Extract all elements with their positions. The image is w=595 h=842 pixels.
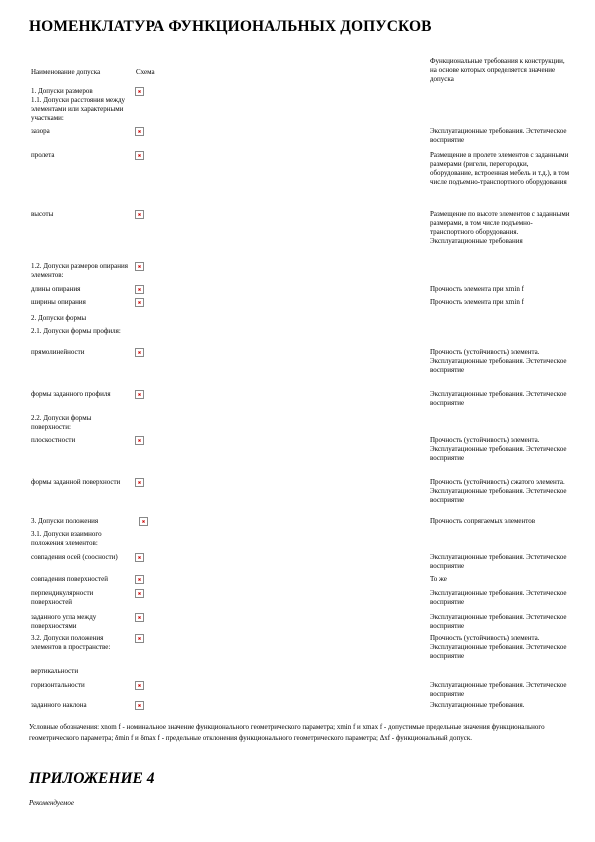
header-requirements: Функциональные требования к конструкции, на основе которых определяется значение допуска (430, 57, 565, 83)
broken-image-icon (139, 517, 148, 526)
row-requirement: Эксплуатационные требования. (430, 701, 525, 709)
row-requirement: Размещение по высоте элементов с заданными размерами, в том числе подъемно-транспортного оборудования. Эксплуатационные требования (430, 210, 570, 245)
broken-image-icon (135, 210, 144, 219)
broken-image-icon (135, 285, 144, 294)
broken-image-icon (135, 348, 144, 357)
row-name: горизонтальности (31, 681, 85, 689)
recommended-label: Рекомендуемое (29, 799, 74, 807)
row-name: 3. Допуски положения (31, 517, 99, 525)
broken-image-icon (135, 127, 144, 136)
row-name: зазора (31, 127, 50, 135)
row-name: высоты (31, 210, 54, 218)
row-requirement: Размещение в пролете элементов с заданными размерами (ригели, перегородки, оборудование, встроенная мебель и т.д.), в том числе подъемно-транспортного оборудования (430, 151, 570, 186)
row-requirement: Эксплуатационные требования. Эстетическое восприятие (430, 553, 567, 570)
row-name: формы заданной поверхности (31, 478, 121, 486)
row-name: ширины опирания (31, 298, 86, 306)
row-requirement: То же (430, 575, 447, 583)
row-requirement: Эксплуатационные требования. Эстетическое восприятие (430, 681, 567, 698)
legend-note: Условные обозначения: xnom f - номинальное значение функционального геометрического параметра; xmin f и xmax f - допустимые предельные значения функционального геометрического параметра; δmin f и δmax f - предельные отклонения функционального геометрического параметра; Δxf - функциональный допуск. (29, 723, 545, 742)
row-name: 3.2. Допуски положения элементов в пространстве: (31, 634, 111, 651)
broken-image-icon (135, 575, 144, 584)
row-name: вертикальности (31, 667, 79, 675)
header-scheme: Схема (136, 68, 155, 76)
row-name: 2. Допуски формы (31, 314, 87, 322)
appendix-title: ПРИЛОЖЕНИЕ 4 (29, 770, 155, 787)
row-name: совпадения осей (соосности) (31, 553, 118, 561)
broken-image-icon (135, 262, 144, 271)
row-name: 1.1. Допуски расстояния между элементами или характерными участками: (31, 96, 126, 122)
row-name: 1.2. Допуски размеров опирания элементов: (31, 262, 128, 279)
row-name: заданного наклона (31, 701, 87, 709)
row-name: совпадения поверхностей (31, 575, 108, 583)
broken-image-icon (135, 151, 144, 160)
row-requirement: Прочность элемента при xmin f (430, 285, 524, 293)
broken-image-icon (135, 298, 144, 307)
row-requirement: Прочность (устойчивость) элемента. Эксплуатационные требования. Эстетическое восприятие (430, 436, 567, 462)
row-requirement: Прочность сопрягаемых элементов (430, 517, 535, 525)
row-requirement: Эксплуатационные требования. Эстетическое восприятие (430, 127, 567, 144)
row-name: пролета (31, 151, 55, 159)
broken-image-icon (135, 681, 144, 690)
row-requirement: Прочность (устойчивость) элемента. Эксплуатационные требования. Эстетическое восприятие (430, 634, 567, 660)
broken-image-icon (135, 701, 144, 710)
row-name: 1. Допуски размеров (31, 87, 93, 95)
row-name: длины опирания (31, 285, 81, 293)
row-name: плоскостности (31, 436, 76, 444)
row-requirement: Прочность (устойчивость) элемента. Эксплуатационные требования. Эстетическое восприятие (430, 348, 567, 374)
broken-image-icon (135, 436, 144, 445)
row-requirement: Эксплуатационные требования. Эстетическое восприятие (430, 589, 567, 606)
row-requirement: Эксплуатационные требования. Эстетическое восприятие (430, 613, 567, 630)
broken-image-icon (135, 613, 144, 622)
broken-image-icon (135, 589, 144, 598)
broken-image-icon (135, 634, 144, 643)
row-name: 2.1. Допуски формы профиля: (31, 327, 121, 335)
header-name: Наименование допуска (31, 68, 101, 76)
row-name: формы заданного профиля (31, 390, 111, 398)
row-requirement: Прочность элемента при xmin f (430, 298, 524, 306)
page-title: НОМЕНКЛАТУРА ФУНКЦИОНАЛЬНЫХ ДОПУСКОВ (29, 18, 432, 35)
row-requirement: Прочность (устойчивость) сжатого элемента. Эксплуатационные требования. Эстетическое восприятие (430, 478, 567, 504)
row-name: прямолинейности (31, 348, 85, 356)
row-name: заданного угла между поверхностями (31, 613, 97, 630)
broken-image-icon (135, 87, 144, 96)
row-name: перпендикулярности поверхностей (31, 589, 94, 606)
broken-image-icon (135, 553, 144, 562)
row-requirement: Эксплуатационные требования. Эстетическое восприятие (430, 390, 567, 407)
row-name: 3.1. Допуски взаимного положения элементов: (31, 530, 102, 547)
broken-image-icon (135, 478, 144, 487)
broken-image-icon (135, 390, 144, 399)
row-name: 2.2. Допуски формы поверхности: (31, 414, 92, 431)
